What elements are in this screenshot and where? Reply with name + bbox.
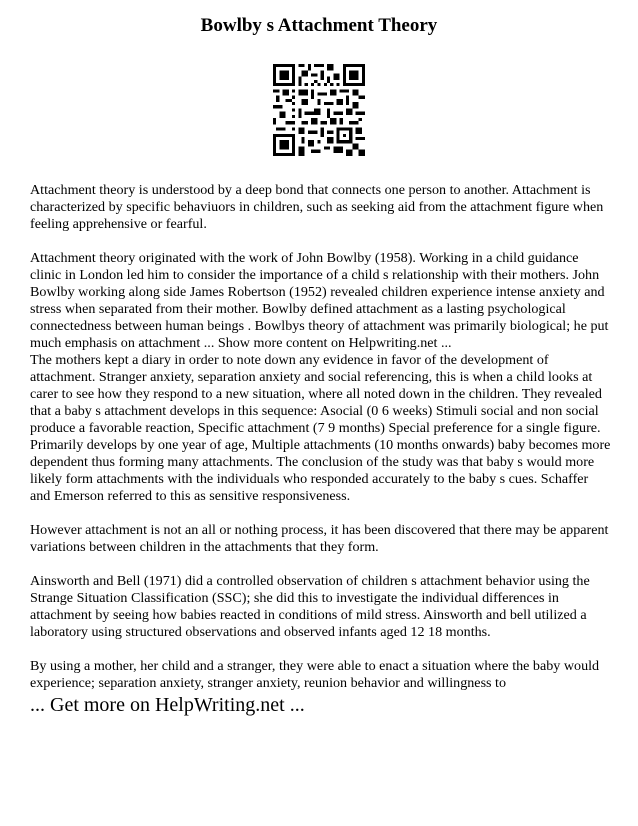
paragraph-intro: Attachment theory is understood by a deep bond that connects one person to another. Attachment is characterized by specific behaviuors in children, such as seeking aid from the attachment figure when feeling apprehensive or fearful.: [30, 182, 604, 232]
paragraph-diary-study: The mothers kept a diary in order to note down any evidence in favor of the development of attachment. Stranger anxiety, separation anxiety and social referencing, this is when a child looks at carer to see how they respond to a new situation, where all noted down in the children. They revealed that a baby s attachment develops in this sequence: Asocial (0 6 weeks) Stimuli social and non social produce a favorable reaction, Specific attachment (7 9 months) Special preference for a single figure. Primarily develops by one year of age, Multiple attachments (10 months onwards) baby becomes more dependent thus forming many attachments. The conclusion of the study was that baby s would more likely form attachments with the individuals who responded accurately to the baby s cues. Schaffer and Emerson referred to this as sensitive responsiveness.: [30, 352, 611, 504]
get-more-link[interactable]: ... Get more on HelpWriting.net ...: [30, 694, 305, 716]
qr-code-icon: [273, 64, 365, 156]
document-title: Bowlby s Attachment Theory: [200, 15, 438, 36]
paragraph-ainsworth: Ainsworth and Bell (1971) did a controlled observation of children s attachment behavior using the Strange Situation Classification (SSC); she did this to investigate the individual differences in attachment by seeing how babies reacted in conditions of mild stress. Ainsworth and bell utilized a laboratory using structured observations and observed infants aged 12 18 months.: [30, 573, 590, 640]
paragraph-variations: However attachment is not an all or nothing process, it has been discovered that there may be apparent variations between children in the attachments that they form.: [30, 522, 609, 555]
document-body: [30, 182, 612, 709]
paragraph-strange-situation: By using a mother, her child and a stranger, they were able to enact a situation where the baby would experience; separation anxiety, stranger anxiety, reunion behavior and willingness to: [30, 658, 600, 691]
paragraph-origins: Attachment theory originated with the work of John Bowlby (1958). Working in a child guidance clinic in London led him to consider the importance of a child s relationship with their mothers. John Bowlby working along side James Robertson (1952) revealed children experience intense anxiety and stress when separated from their mother. Bowlby defined attachment as a lasting psychological connectedness between human beings . Bowlbys theory of attachment was primarily biological; he put much emphasis on attachment ... Show more content on Helpwriting.net ...: [30, 250, 609, 351]
